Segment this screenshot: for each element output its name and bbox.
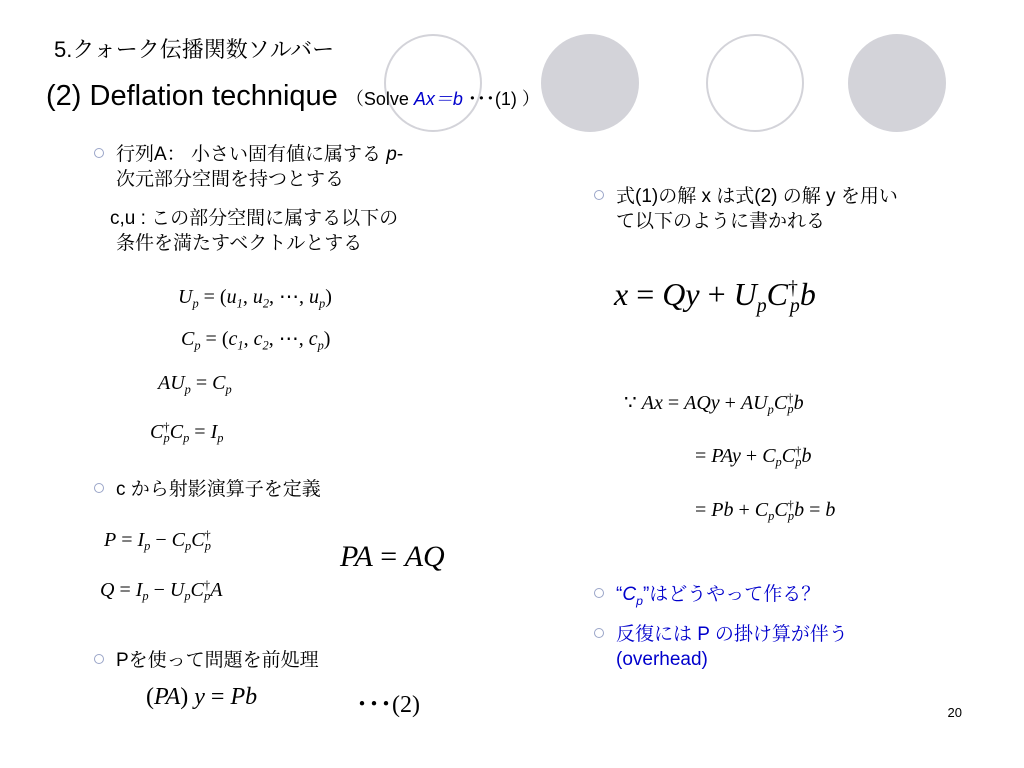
bullet-marker	[94, 148, 104, 158]
left-bullet-1-p: p	[386, 144, 397, 165]
equation-Cp: $C_p = (c_1$, $c_2$, ⋯, $c_p$)	[181, 328, 331, 353]
right-bullet-2-p: p	[636, 593, 643, 608]
right-bullet-3	[616, 622, 848, 672]
left-bullet-1-line-2: 次元部分空間を持つとする	[116, 169, 345, 190]
right-bullet-2-quote: “	[616, 584, 623, 605]
equation-Q: $Q = I_p - U_pC^\dagger_pA$	[100, 578, 223, 604]
title-equation: Ax＝b	[413, 89, 463, 109]
left-sub-1	[110, 206, 398, 256]
page-number: 20	[947, 705, 962, 720]
right-bullet-2-rest: ”はどうやって作る？	[642, 584, 821, 605]
right-bullet-2	[616, 582, 820, 614]
bullet-marker	[594, 190, 604, 200]
bullet-marker	[94, 654, 104, 664]
left-bullet-2-text: c から射影演算子を定義	[116, 479, 321, 500]
decor-circle-2	[541, 34, 639, 132]
equation-AUp: $AU_p = C_p$	[158, 372, 232, 397]
equation-2: (PA) y = Pb	[146, 684, 258, 710]
equation-CdagC: $C^\dagger_pC_p = I_p$	[150, 420, 224, 446]
slide-title	[46, 80, 540, 113]
left-bullet-1	[116, 142, 403, 192]
bullet-marker	[94, 483, 104, 493]
right-bullet-3-line-1: 反復には P の掛け算が伴う	[616, 624, 848, 645]
right-bullet-1-line-2: て以下のように書かれる	[616, 211, 826, 232]
left-bullet-3	[116, 648, 319, 673]
right-bullet-2-C: C	[622, 584, 637, 605]
equation-P: $P = I_p - C_pC^\dagger_p$	[104, 528, 211, 554]
right-bullet-3-line-2: (overhead)	[616, 649, 708, 670]
left-sub-1-line-1: c,u : この部分空間に属する以下の	[110, 208, 399, 229]
right-bullet-1	[616, 184, 898, 234]
title-paren-open: （Solve	[345, 89, 414, 109]
bullet-marker	[594, 628, 604, 638]
equation-2-tag: ･･･(2)	[356, 692, 420, 718]
bullet-marker	[594, 588, 604, 598]
equation-Up: $U_p = (u_1$, $u_2$, ⋯, $u_p$)	[178, 286, 332, 311]
section-title: 5.クォーク伝播関数ソルバー	[54, 37, 335, 62]
title-paren-close: ･･･(1) ）	[462, 89, 540, 109]
equation-x: $x = Qy + U_pC^\dagger_pb$	[614, 276, 816, 317]
left-bullet-3-text: Pを使って問題を前処理	[116, 650, 319, 671]
right-bullet-1-line-1: 式(1)の解 x は式(2) の解 y を用い	[616, 186, 898, 207]
left-bullet-2	[116, 477, 321, 502]
equation-because-1: ∵ Ax = AQy + $AU_pC^\dagger_pb$	[624, 391, 804, 417]
left-bullet-1-text-a: 行列A： 小さい固有値に属する	[116, 144, 387, 165]
left-sub-1-line-2: 条件を満たすベクトルとする	[116, 233, 363, 254]
left-bullet-1-text-b: -	[396, 144, 404, 165]
equation-PA-AQ: PA = AQ	[340, 540, 445, 573]
equation-because-2: = PAy + $C_pC^\dagger_pb$	[695, 444, 812, 470]
decor-circle-4	[848, 34, 946, 132]
equation-because-3: = $Pb + C_pC^\dagger_pb = b$	[695, 498, 836, 524]
title-main: (2) Deflation technique	[46, 80, 338, 112]
decor-circle-3	[706, 34, 804, 132]
